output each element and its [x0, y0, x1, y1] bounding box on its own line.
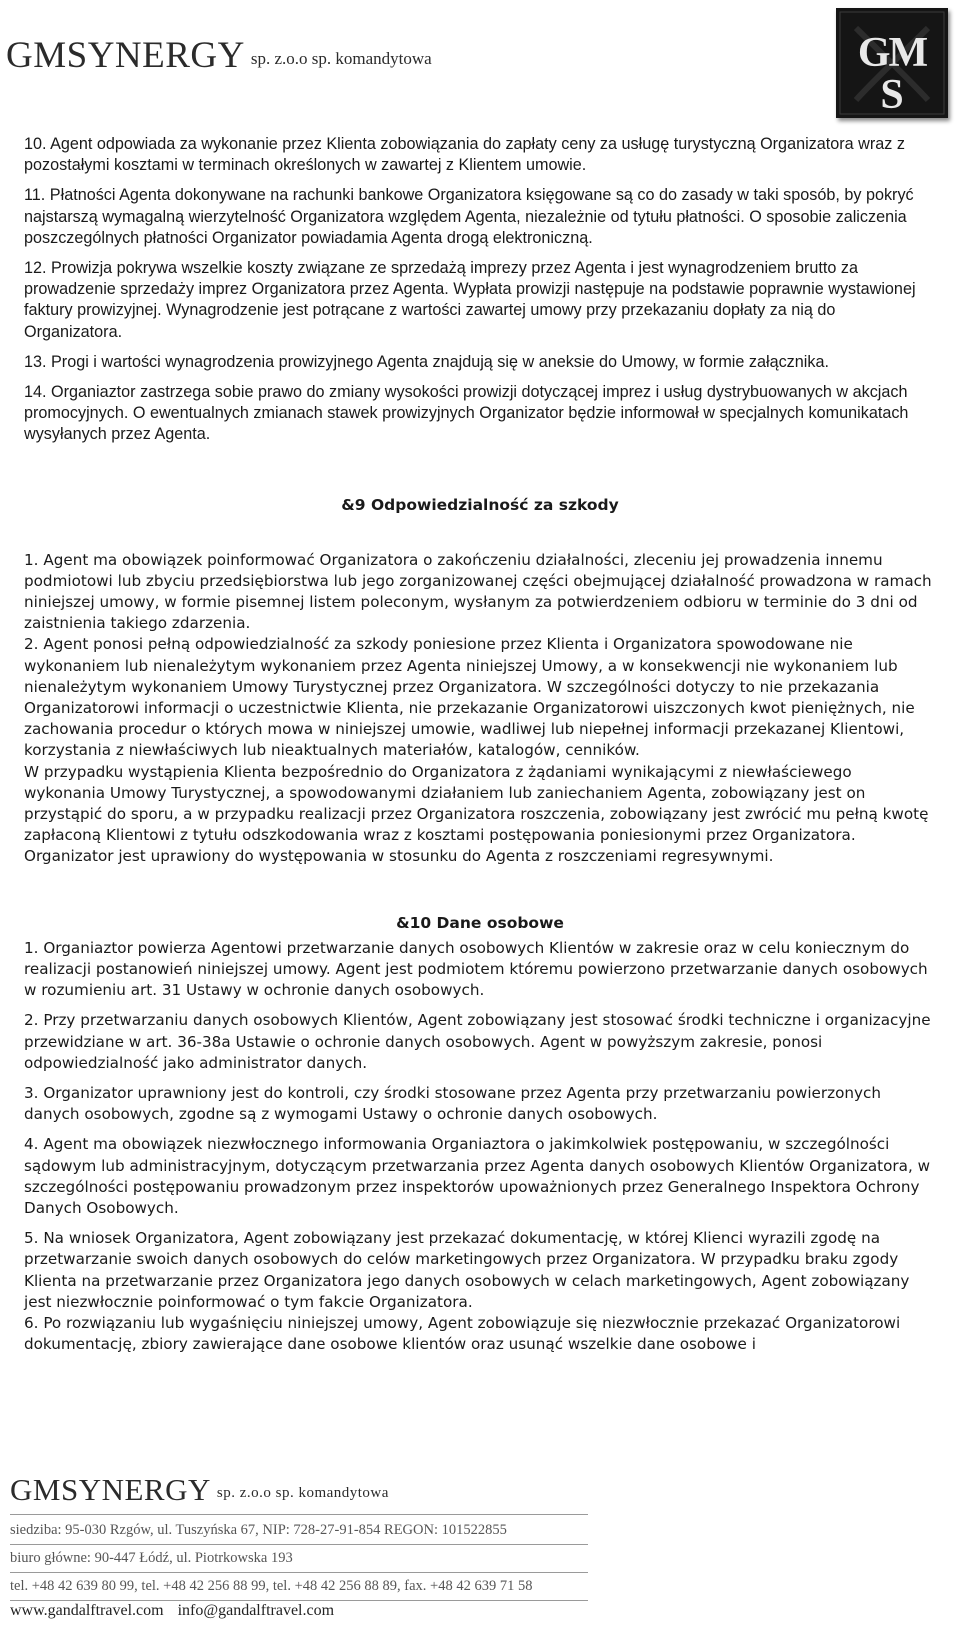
footer-brand-wordmark	[10, 1472, 389, 1508]
section-10-clause-5: 5. Na wniosek Organizatora, Agent zobowiązany jest przekazać dokumentację, w której Klienci wyrazili zgodę na przetwarzanie swoich danych osobowych do celów marketingowych przez Organizatora. W przypadku braku zgody Klienta na przetwarzanie przez Organizatora jego danych osobowych w celach marketingowych, Agent zobowiązany jest niezwłocznie poinformować o tym fakcie Organizatora.	[24, 1229, 910, 1311]
footer-divider	[10, 1514, 588, 1515]
document-body	[24, 134, 936, 1355]
section-10-clause-3: 3. Organizator uprawniony jest do kontroli, czy środki stosowane przez Agenta przy przetwarzaniu powierzonych danych osobowych, zgodne są z wymogami Ustawy o ochronie danych osobowych.	[24, 1083, 882, 1124]
clause-11: 11. Płatności Agenta dokonywane na rachunki bankowe Organizatora księgowane są co do zasady w taki sposób, by pokryć najstarszą wymagalną wierzytelność Organizatora względem Agenta, niezależnie od tytułu płatności. O sposobie zaliczenia poszczególnych płatności Organizator powiadamia Agenta drogą elektroniczną.	[24, 186, 914, 247]
gms-logo	[836, 8, 948, 118]
clause-13: 13. Progi i wartości wynagrodzenia prowizyjnego Agenta znajdują się w aneksie do Umowy, w formie załącznika.	[24, 352, 829, 371]
brand-subtitle: sp. z.o.o sp. komandytowa	[250, 49, 432, 68]
section-10-clause-2: 2. Przy przetwarzaniu danych osobowych Klientów, Agent zobowiązany jest stosować środki techniczne i organizacyjne przewidziane w art. 36-38a Ustawie o ochronie danych osobowych. Agent w powyższym zakresie, ponosi odpowiedzialność jako administrator danych.	[24, 1011, 931, 1072]
clause-14: 14. Organiaztor zastrzega sobie prawo do zmiany wysokości prowizji dotyczącej imprez i usług dystrybuowanych w akcjach promocyjnych. O ewentualnych zmianach stawek prowizyjnych Organizator będzie informował w specjalnych komunikatach wysyłanych przez Agenta.	[24, 383, 909, 444]
footer-website-link[interactable]: www.gandalftravel.com	[10, 1602, 164, 1619]
footer-address-hq: siedziba: 95-030 Rzgów, ul. Tuszyńska 67, NIP: 728-27-91-854 REGON: 101522855	[10, 1522, 507, 1538]
section-9-clause-1: 1. Agent ma obowiązek poinformować Organizatora o zakończeniu działalności, zleceniu jej prowadzenia innemu podmiotowi lub zbyciu przedsiębiorstwa lub jego zorganizowanej części obejmującej działalność prowadzona w ramach niniejszej umowy, w formie pisemnej listem poleconym, wysłanym za potwierdzeniem odbioru w terminie do 3 dni od zaistnienia takiego zdarzenia.	[24, 550, 932, 633]
footer-phone-numbers: tel. +48 42 639 80 99, tel. +48 42 256 88 99, tel. +48 42 256 88 89, fax. +48 42 639 71 58	[10, 1578, 533, 1594]
footer-brand-name: GMSYNERGY	[10, 1472, 211, 1507]
clause-12: 12. Prowizja pokrywa wszelkie koszty związane ze sprzedażą imprezy przez Agenta i jest wynagrodzeniem brutto za prowadzenie sprzedaży imprez Organizatora przez Agenta. Wypłata prowizji następuje na podstawie poprawnie wystawionej faktury prowizyjnej. Wynagrodzenie jest potrącane z wartości zawartej umowy przy przekazaniu dopłaty za nią do Organizatora.	[24, 259, 916, 341]
footer-email-link[interactable]: info@gandalftravel.com	[177, 1602, 335, 1619]
footer-contact	[10, 1602, 334, 1620]
footer-divider	[10, 1572, 588, 1573]
clause-10: 10. Agent odpowiada za wykonanie przez Klienta zobowiązania do zapłaty ceny za usługę turystyczną Organizatora wraz z pozostałymi kosztami w terminach określonych w zawartej z Klientem umowie.	[24, 135, 905, 175]
footer-brand-subtitle: sp. z.o.o sp. komandytowa	[216, 1485, 389, 1501]
section-9-clause-2: 2. Agent ponosi pełną odpowiedzialność za szkody poniesione przez Klienta i Organizatora spowodowane nie wykonaniem lub nienależytym wykonaniem przez Agenta niniejszej Umowy, a w konsekwencji nie wykonaniem lub nienależytym wykonaniem Umowy Turystycznej przez Organizatora. W szczególności dotyczy to nie przekazania Organizatorowi informacji o uczestnictwie Klienta, nie przekazanie Organizatorowi uiszczonych kwot pieniężnych, nie zachowania procedur o których mowa w niniejszej umowie, wadliwej lub niepełnej informacji przekazanej Klientowi, korzystania z niewłaściwych lub nieaktualnych materiałów, katalogów, cenników.	[24, 635, 915, 760]
footer-address-office: biuro główne: 90-447 Łódź, ul. Piotrkowska 193	[10, 1550, 293, 1566]
footer-divider	[10, 1600, 588, 1601]
section-9-clause-2-continued: W przypadku wystąpienia Klienta bezpośrednio do Organizatora z żądaniami wynikającymi z niewłaściewego wykonania Umowy Turystycznej, a spowodowanymi działaniem lub zaniechaniem Agenta, zobowiązany jest on przystąpić do sporu, a w przypadku realizacji przez Organizatora roszczenia, zobowiązany jest zwrócić mu pełną kwotę zapłaconą Klientowi z tytułu odszkodowania wraz z kosztami postępowania poniesionymi przez Organizatora. Organizator jest uprawiony do występowania w stosunku do Agenta z roszczeniami regresywnymi.	[24, 762, 929, 866]
section-9-title: &9 Odpowiedzialność za szkody	[341, 495, 619, 514]
brand-wordmark	[6, 34, 432, 77]
section-10-clause-4: 4. Agent ma obowiązek niezwłocznego informowania Organiaztora o jakimkolwiek postępowaniu, w szczególności sądowym lub administracyjnym, dotyczącym przetwarzania przez Agenta danych osobowych Klientów Organizatora, w szczególności postępowaniu prowadzonym przez inspektorów upoważnionych przez Generalnego Inspektora Ochrony Danych Osobowych.	[24, 1135, 931, 1217]
footer-divider	[10, 1544, 588, 1545]
section-10-clause-1: 1. Organiaztor powierza Agentowi przetwarzanie danych osobowych Klientów w zakresie oraz w celu koniecznym do realizacji postanowień niniejszej umowy. Agent jest podmiotem któremu powierzono przetwarzanie danych osobowych w rozumieniu art. 31 Ustawy w ochronie danych osobowych.	[24, 938, 928, 1000]
page-header	[0, 0, 960, 118]
page-footer	[0, 1462, 960, 1628]
svg-text:S: S	[880, 72, 904, 118]
gms-logo-icon	[836, 8, 948, 118]
svg-text:GM: GM	[857, 30, 927, 76]
brand-name: GMSYNERGY	[6, 35, 245, 76]
section-10-title: &10 Dane osobowe	[396, 913, 564, 932]
section-10-clause-6: 6. Po rozwiązaniu lub wygaśnięciu niniejszej umowy, Agent zobowiązuje się niezwłocznie przekazać Organizatorowi dokumentację, zbiory zawierające dane osobowe klientów oraz usunąć wszelkie dane osobowe i	[24, 1313, 901, 1354]
